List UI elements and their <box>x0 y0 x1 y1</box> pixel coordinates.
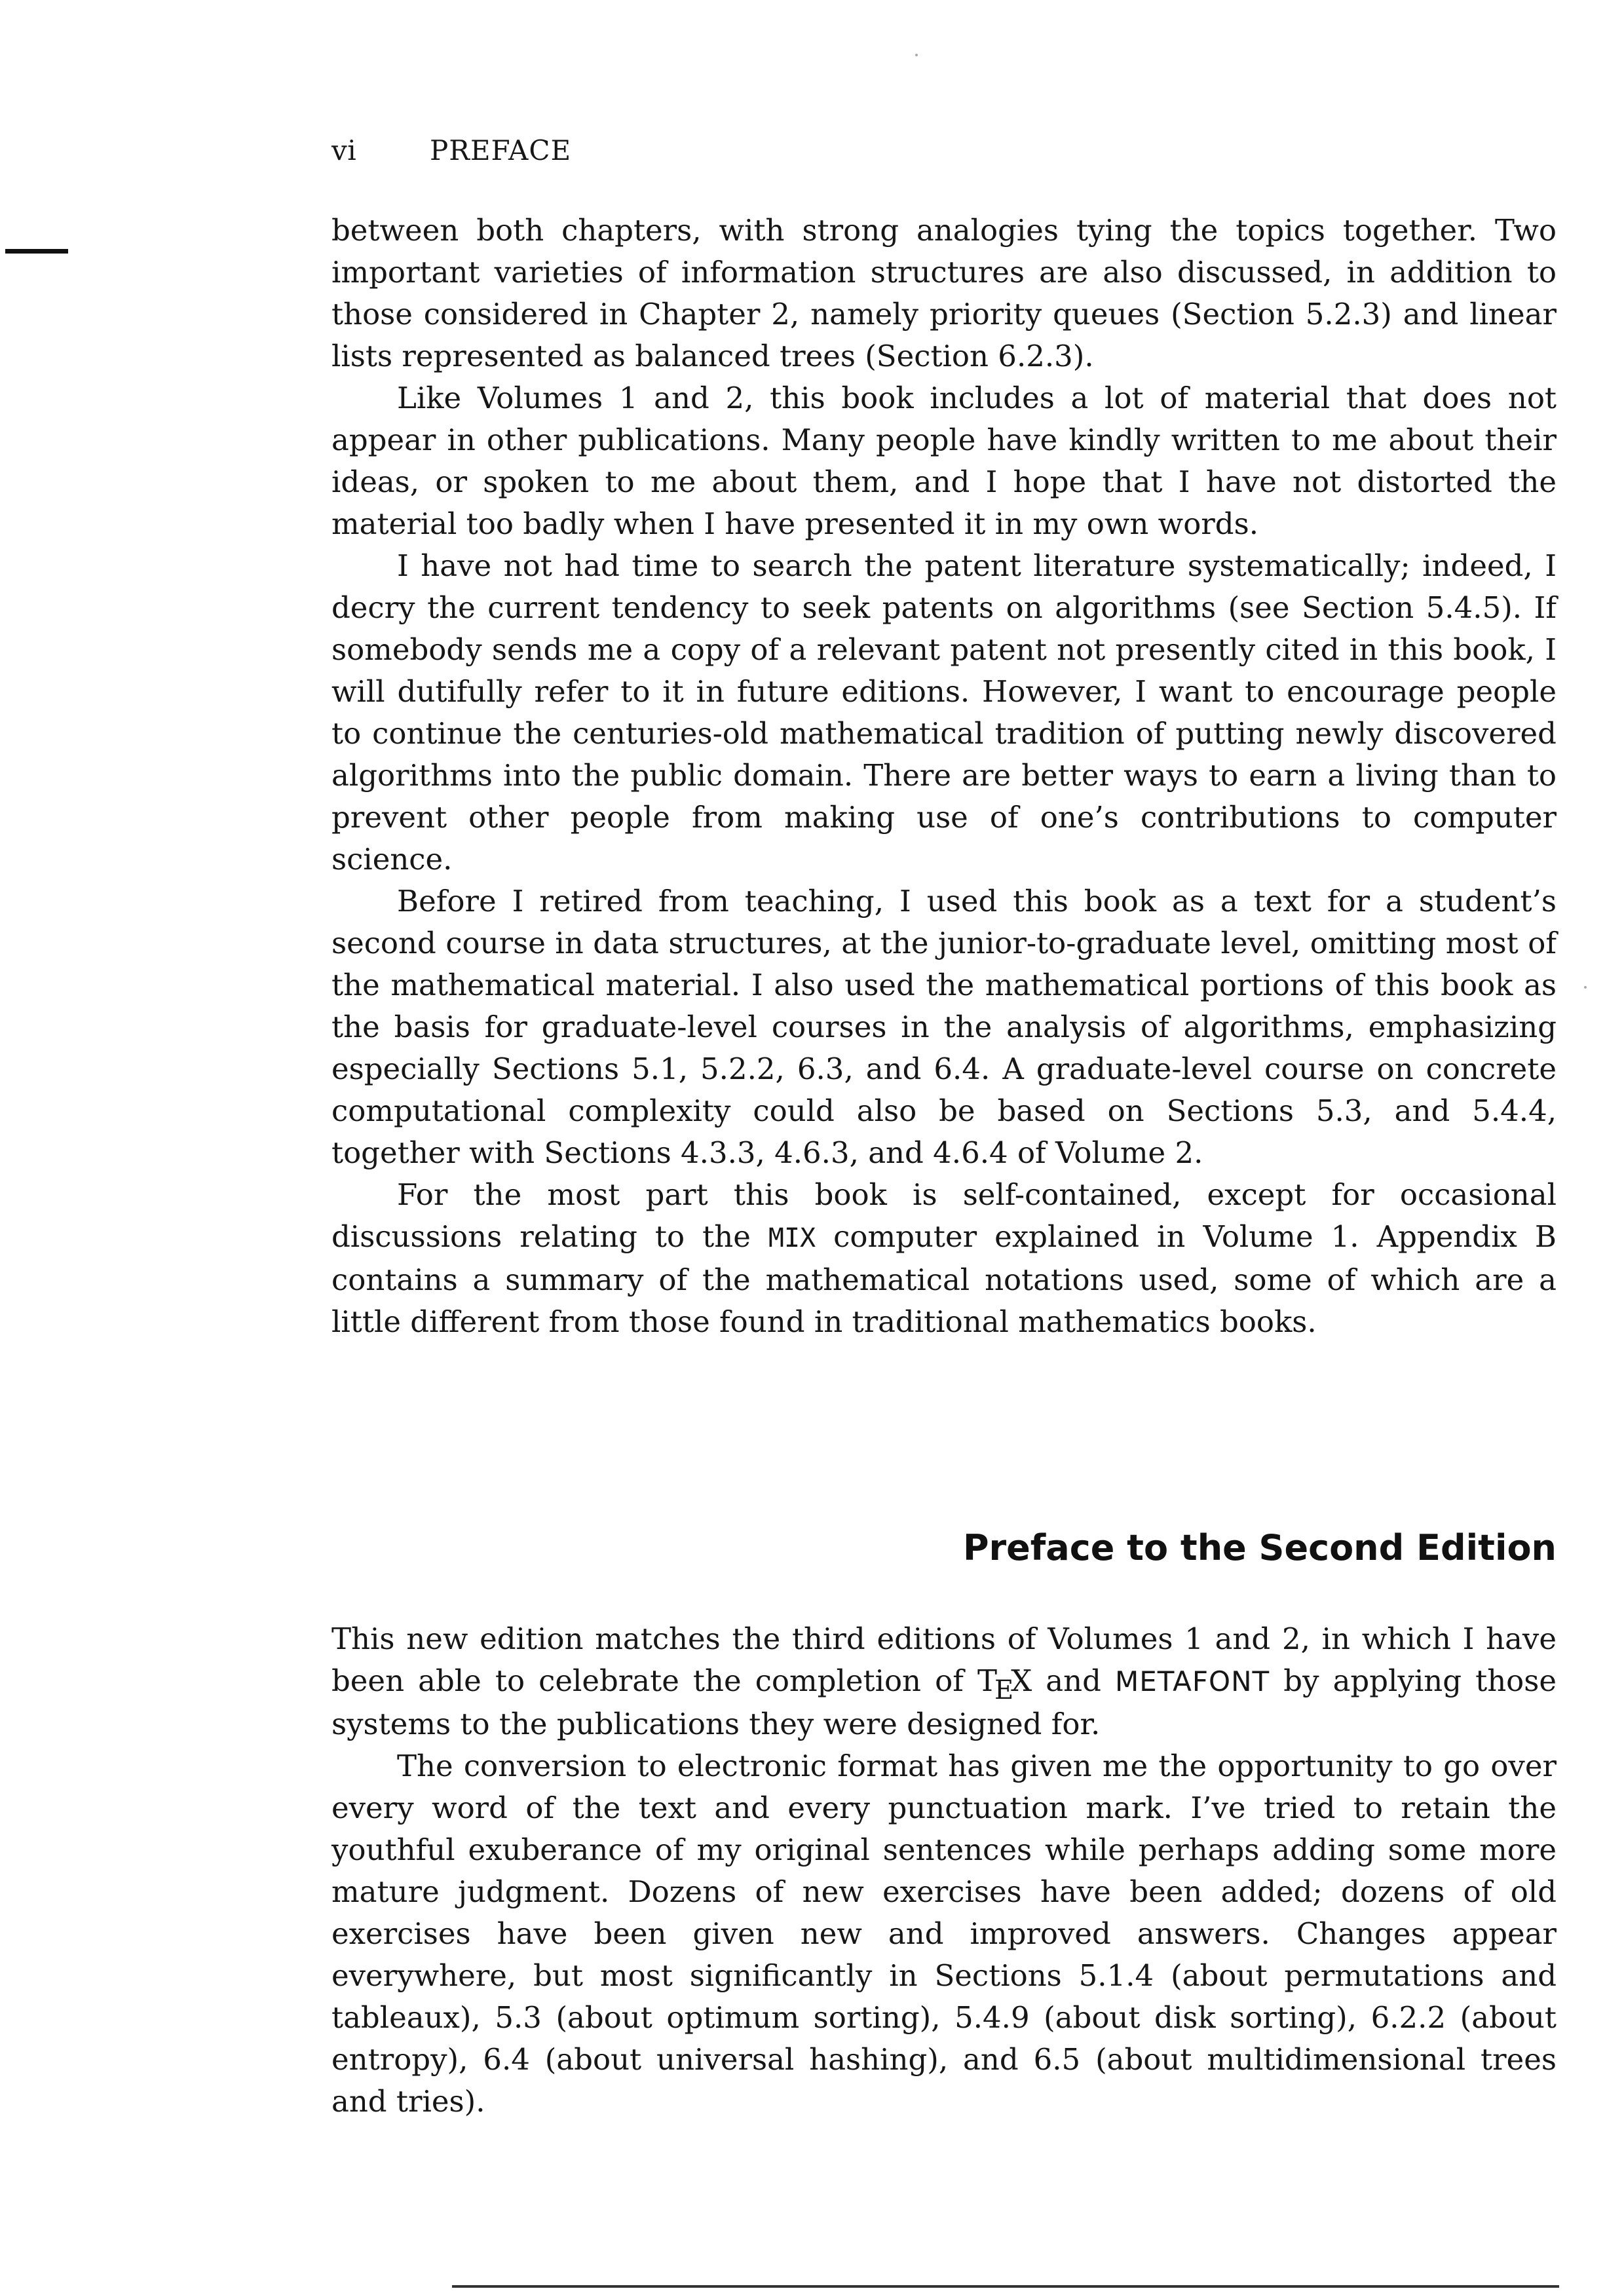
tex-logo-t: T <box>977 1663 997 1698</box>
running-head-title: PREFACE <box>430 134 572 166</box>
paragraph-text: by applying those systems to the publications they were designed for. <box>331 1663 1557 1741</box>
paragraph: The conversion to electronic format has given me the opportunity to go over every word of the text and every punctuation mark. I’ve tried to retain the youthful exuberance of my original sentences while perhaps adding some more mature judgment. Dozens of new exercises have been added; dozens of old exercises have been given new and improved answers. Changes appear everywhere, but most significantly in Sections 5.1.4 (about permutations and tableaux), 5.3 (about optimum sorting), 5.4.9 (about disk sorting), 6.2.2 (about entropy), 6.4 (about universal hashing), and 6.5 (about multidimensional trees and tries). <box>331 1749 1557 2119</box>
paragraph-text: and <box>1032 1663 1115 1698</box>
paragraph-text: computer explained in Volume 1. Appendix B contains a summary of the mathematical notations used, some of which are a little different from those found in traditional mathematics books. <box>331 1219 1557 1339</box>
paragraph: Like Volumes 1 and 2, this book includes a lot of material that does not appear in other publications. Many people have kindly written to me about their ideas, or spoken to me about them, and I hope that I have not distorted the material too badly when I have presented it in my own words. <box>331 381 1557 541</box>
preface-body <box>331 210 1557 1343</box>
paragraph: Before I retired from teaching, I used this book as a text for a student’s second course in data structures, at the junior-to-graduate level, omitting most of the mathematical material. I also used the mathematical portions of this book as the basis for graduate-level courses in the analysis of algorithms, emphasizing especially Sections 5.1, 5.2.2, 6.3, and 6.4. A graduate-level course on concrete computational complexity could also be based on Sections 5.3, and 5.4.4, together with Sections 4.3.3, 4.6.3, and 4.6.4 of Volume 2. <box>331 884 1557 1170</box>
section-heading: Preface to the Second Edition <box>962 1527 1557 1568</box>
margin-mark <box>5 249 68 254</box>
tex-logo-e: E <box>994 1675 1014 1705</box>
running-head <box>331 131 571 170</box>
second-edition-body <box>331 1618 1557 2123</box>
paragraph-text: For the most part this book is self-contained, except for occasional discussions relating to the <box>331 1177 1557 1254</box>
paragraph: I have not had time to search the patent literature systematically; indeed, I decry the current tendency to seek patents on algorithms (see Section 5.4.5). If somebody sends me a copy of a relevant patent not presently cited in this book, I will dutifully refer to it in future editions. However, I want to encourage people to continue the centuries-old mathematical tradition of putting newly discovered algorithms into the public domain. There are better ways to earn a living than to prevent other people from making use of one’s contributions to computer science. <box>331 548 1557 877</box>
tex-logo-x: X <box>1011 1663 1032 1698</box>
paragraph: between both chapters, with strong analogies tying the topics together. Two important varieties of information structures are also discussed, in addition to those considered in Chapter 2, namely priority queues (Section 5.2.3) and linear lists represented as balanced trees (Section 6.2.3). <box>331 213 1557 373</box>
scan-speck <box>915 54 918 56</box>
page-number: vi <box>331 134 357 166</box>
mix-computer-name: MIX <box>768 1223 816 1253</box>
scan-speck <box>1584 986 1587 989</box>
paragraph <box>331 1618 1557 1745</box>
tex-logo <box>977 1663 1032 1705</box>
bottom-rule <box>452 2285 1559 2288</box>
paragraph-text: This new edition matches the third editions of Volumes 1 and 2, in which I have been able to celebrate the completion of <box>331 1621 1557 1698</box>
metafont-logo: METAFONT <box>1115 1665 1270 1697</box>
paragraph <box>331 1174 1557 1343</box>
